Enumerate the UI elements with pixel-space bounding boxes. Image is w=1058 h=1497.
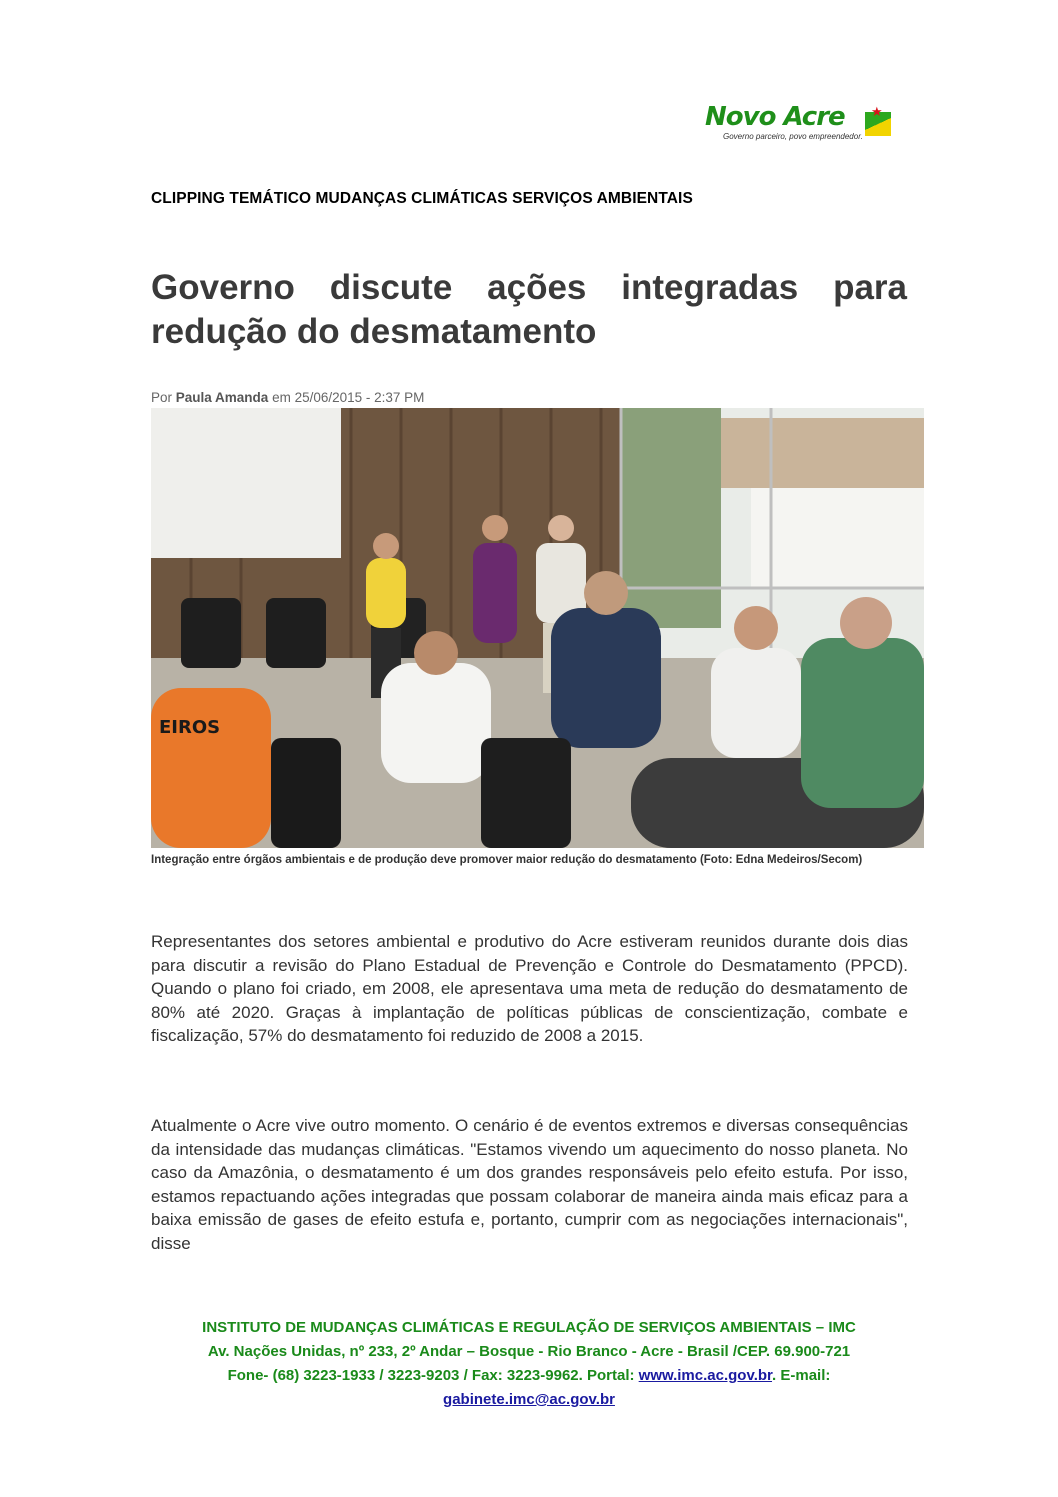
article-paragraph: Representantes dos setores ambiental e produtivo do Acre estiveram reunidos durante dois dias para discutir a revisão do Plano Estadual de Prevenção e Controle do Desmatamento (PPCD). Quando o plano foi criado, em 2008, ele apresentava uma meta de redução do desmatamento de 80% até 2020. Graças à implantação de políticas públicas de conscientização, combate e fiscalização, 57% do desmatamento foi reduzido de 2008 a 2015. — [151, 932, 908, 1045]
article-headline: Governo discute ações integradas para redução do desmatamento — [151, 268, 907, 351]
meeting-photo-illustration — [151, 408, 924, 848]
photo-caption: Integração entre órgãos ambientais e de produção deve promover maior redução do desmatamento (Foto: Edna Medeiros/Secom) — [151, 854, 863, 866]
footer-contacts — [120, 1364, 938, 1388]
portal-link[interactable]: www.imc.ac.gov.br — [638, 1367, 773, 1384]
byline-prefix: Por — [151, 390, 173, 405]
vest-label: EIROS — [159, 717, 221, 738]
page-footer — [120, 1316, 938, 1412]
novo-acre-logo — [705, 102, 895, 144]
footer-email-label: . E-mail: — [772, 1367, 831, 1384]
author-name: Paula Amanda — [175, 390, 269, 405]
footer-address: Av. Nações Unidas, nº 233, 2º Andar – Bosque - Rio Branco - Acre - Brasil /CEP. 69.900-721 — [207, 1343, 851, 1360]
star-icon: ★ — [871, 104, 883, 119]
footer-phones: Fone- (68) 3223-1933 / 3223-9203 / Fax: 3223-9962. Portal: — [227, 1367, 635, 1384]
byline-date: em 25/06/2015 - 2:37 PM — [272, 390, 425, 405]
logo-tagline: Governo parceiro, povo empreendedor. — [723, 132, 863, 141]
email-link[interactable]: gabinete.imc@ac.gov.br — [443, 1391, 615, 1408]
article-photo — [151, 408, 924, 848]
article-paragraph: Atualmente o Acre vive outro momento. O cenário é de eventos extremos e diversas consequências da intensidade das mudanças climáticas. "Estamos vivendo um aquecimento do nosso planeta. No caso da Amazônia, o desmatamento é um dos grandes responsáveis pelo efeito estufa. Por isso, estamos repactuando ações integradas que possam colaborar de maneira ainda mais eficaz para a baixa emissão de gases de efeito estufa e, portanto, cumprir com as negociações internacionais", disse — [151, 1116, 908, 1253]
byline — [151, 390, 424, 405]
footer-institute: INSTITUTO DE MUDANÇAS CLIMÁTICAS E REGULAÇÃO DE SERVIÇOS AMBIENTAIS – IMC — [202, 1319, 856, 1336]
logo-name: Novo Acre — [705, 102, 845, 132]
clipping-title: CLIPPING TEMÁTICO MUDANÇAS CLIMÁTICAS SERVIÇOS AMBIENTAIS — [151, 190, 693, 207]
